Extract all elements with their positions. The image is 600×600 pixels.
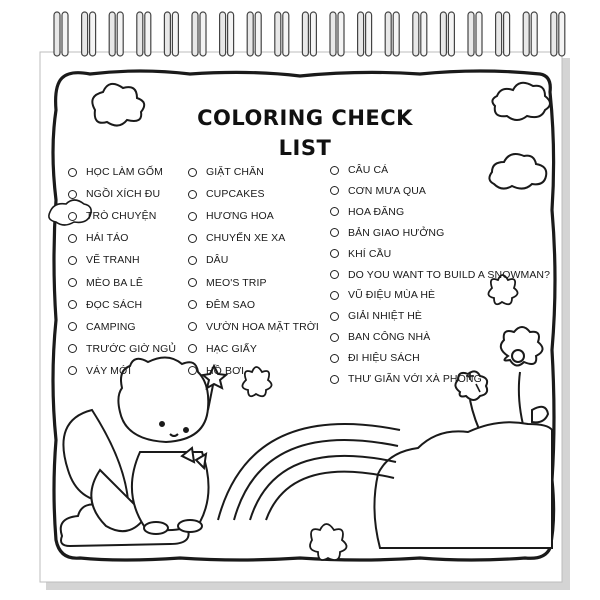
checklist-item[interactable] (188, 341, 257, 357)
spiral-ring (385, 12, 391, 56)
checkbox-circle[interactable] (68, 322, 77, 331)
checkbox-circle[interactable] (188, 168, 197, 177)
checkbox-circle[interactable] (188, 366, 197, 375)
checklist-item-label: ĐÊM SAO (206, 298, 256, 311)
checklist-item-label: GIẶT CHĂN (206, 166, 264, 178)
checklist-item-label: MEO'S TRIP (206, 276, 267, 289)
checklist-item[interactable] (330, 371, 482, 387)
spiral-ring (117, 12, 123, 56)
spiral-ring (247, 12, 253, 56)
checkbox-circle[interactable] (68, 278, 77, 287)
spiral-ring (440, 12, 446, 56)
checkbox-circle[interactable] (188, 278, 197, 287)
checklist-item-label: BẢN GIAO HƯỞNG (348, 226, 445, 239)
spiral-ring (310, 12, 316, 56)
spiral-ring (255, 12, 261, 56)
spiral-ring (90, 12, 96, 56)
checkbox-circle[interactable] (330, 291, 339, 300)
checklist-item-label: NGỒI XÍCH ĐU (86, 188, 161, 201)
spiral-ring (192, 12, 198, 56)
spiral-ring (62, 12, 68, 56)
checkbox-circle[interactable] (330, 354, 339, 363)
checklist-item[interactable] (68, 363, 131, 379)
checklist-item[interactable] (188, 275, 267, 291)
checklist-item[interactable] (68, 186, 160, 202)
checkbox-circle[interactable] (68, 256, 77, 265)
checklist-item[interactable] (330, 350, 420, 366)
spiral-binding (54, 12, 565, 56)
checklist-item[interactable] (188, 252, 228, 268)
checklist-item-label: HỌC LÀM GỐM (86, 166, 163, 178)
checklist-item[interactable] (188, 297, 255, 313)
checklist-item-label: HẠC GIẤY (206, 342, 257, 355)
spiral-ring (220, 12, 226, 56)
checklist-item-label: DÂU (206, 254, 229, 267)
checklist-item-label: GIẢI NHIỆT HÈ (348, 310, 423, 323)
checklist-item[interactable] (68, 297, 142, 313)
checkbox-circle[interactable] (188, 234, 197, 243)
spiral-ring (366, 12, 372, 56)
checklist-item-label: CAMPING (86, 320, 136, 333)
checklist-item[interactable] (330, 287, 435, 303)
checklist-item-label: VẼ TRANH (86, 254, 140, 267)
checklist-item[interactable] (330, 183, 426, 199)
spiral-ring (413, 12, 419, 56)
spiral-ring (531, 12, 537, 56)
checkbox-circle[interactable] (68, 212, 77, 221)
checklist-item[interactable] (68, 319, 136, 335)
checklist-item[interactable] (330, 329, 430, 345)
checkbox-circle[interactable] (68, 234, 77, 243)
checkbox-circle[interactable] (330, 312, 339, 321)
checklist-item[interactable] (330, 162, 388, 178)
spiral-ring (82, 12, 88, 56)
checklist-item[interactable] (68, 164, 163, 180)
checkbox-circle[interactable] (330, 333, 339, 342)
spiral-ring (468, 12, 474, 56)
checklist-item-label: CUPCAKES (206, 188, 265, 201)
spiral-ring (476, 12, 482, 56)
checkbox-circle[interactable] (330, 270, 339, 279)
spiral-ring (109, 12, 115, 56)
checklist-item-label: HÁI TÁO (86, 232, 129, 245)
checklist-item-label: BAN CÔNG NHÀ (348, 331, 431, 344)
spiral-ring (496, 12, 502, 56)
spiral-ring (330, 12, 336, 56)
checklist-item[interactable] (68, 208, 156, 224)
spiral-ring (200, 12, 206, 56)
checklist-item-label: TRƯỚC GIỜ NGỦ (86, 342, 177, 355)
checklist-item-label: HOA ĐĂNG (348, 205, 405, 218)
checklist-item-label: ĐỌC SÁCH (86, 298, 143, 311)
checkbox-circle[interactable] (188, 256, 197, 265)
checklist-item-label: CHUYẾN XE XA (206, 232, 286, 245)
spiral-ring (275, 12, 281, 56)
checklist-item[interactable] (188, 319, 319, 335)
spiral-ring (421, 12, 427, 56)
checklist-item-label: VŨ ĐIỆU MÙA HÈ (348, 289, 436, 302)
checkbox-circle[interactable] (330, 186, 339, 195)
spiral-ring (228, 12, 234, 56)
checkbox-circle[interactable] (68, 366, 77, 375)
checklist-item-label: THƯ GIÃN VỚI XÀ PHÒNG (348, 373, 482, 385)
checklist-item[interactable] (330, 225, 444, 241)
spiral-ring (358, 12, 364, 56)
spiral-ring (145, 12, 151, 56)
spiral-ring (448, 12, 454, 56)
checklist-item[interactable] (330, 308, 422, 324)
checkbox-circle[interactable] (330, 228, 339, 237)
checklist-item[interactable] (330, 267, 550, 283)
checkbox-circle[interactable] (68, 190, 77, 199)
checklist-item[interactable] (188, 363, 244, 379)
checkbox-circle[interactable] (188, 190, 197, 199)
checklist-item[interactable] (188, 230, 285, 246)
checkbox-circle[interactable] (330, 249, 339, 258)
checklist-item-label: HƯƠNG HOA (206, 210, 274, 223)
spiral-ring (302, 12, 308, 56)
checklist-item-label: KHÍ CẦU (348, 247, 392, 260)
checklist-item-label: VƯỜN HOA MẶT TRỜI (206, 320, 319, 333)
checklist-item-label: CÂU CÁ (348, 164, 389, 176)
page-title: COLORING CHECK LIST (197, 106, 413, 160)
spiral-ring (504, 12, 510, 56)
checklist-item-label: VÁY MỚI (86, 364, 132, 377)
checklist-item[interactable] (68, 230, 129, 246)
checkbox-circle[interactable] (68, 300, 77, 309)
checkbox-circle[interactable] (188, 344, 197, 353)
spiral-ring (172, 12, 178, 56)
spiral-ring (523, 12, 529, 56)
checklist-item[interactable] (68, 252, 140, 268)
checklist-item[interactable] (330, 246, 391, 262)
checkbox-circle[interactable] (188, 300, 197, 309)
checklist-item[interactable] (330, 204, 404, 220)
checkbox-circle[interactable] (188, 212, 197, 221)
checklist-item[interactable] (68, 341, 176, 357)
spiral-ring (54, 12, 60, 56)
spiral-ring (283, 12, 289, 56)
checklist-item[interactable] (68, 275, 143, 291)
checkbox-circle[interactable] (68, 168, 77, 177)
checkbox-circle[interactable] (330, 166, 339, 175)
spiral-ring (393, 12, 399, 56)
checklist-item-label: ĐI HIỆU SÁCH (348, 352, 420, 365)
checklist-item-label: HỒ BƠI (206, 364, 245, 377)
spiral-ring (338, 12, 344, 56)
spiral-ring (137, 12, 143, 56)
checkbox-circle[interactable] (330, 207, 339, 216)
spiral-ring (551, 12, 557, 56)
checklist-item-label: MÈO BA LÊ (86, 276, 143, 289)
checkbox-circle[interactable] (330, 375, 339, 384)
checklist-item[interactable] (188, 208, 274, 224)
spiral-ring (164, 12, 170, 56)
checklist-item[interactable] (188, 164, 264, 180)
checklist-item[interactable] (188, 186, 265, 202)
checklist-item-label: CƠN MƯA QUA (348, 184, 426, 197)
spiral-ring (559, 12, 565, 56)
checklist-item-label: DO YOU WANT TO BUILD A SNOWMAN? (348, 268, 551, 281)
checklist-item-label: TRÒ CHUYỆN (86, 210, 157, 223)
checkbox-circle[interactable] (68, 344, 77, 353)
checkbox-circle[interactable] (188, 322, 197, 331)
